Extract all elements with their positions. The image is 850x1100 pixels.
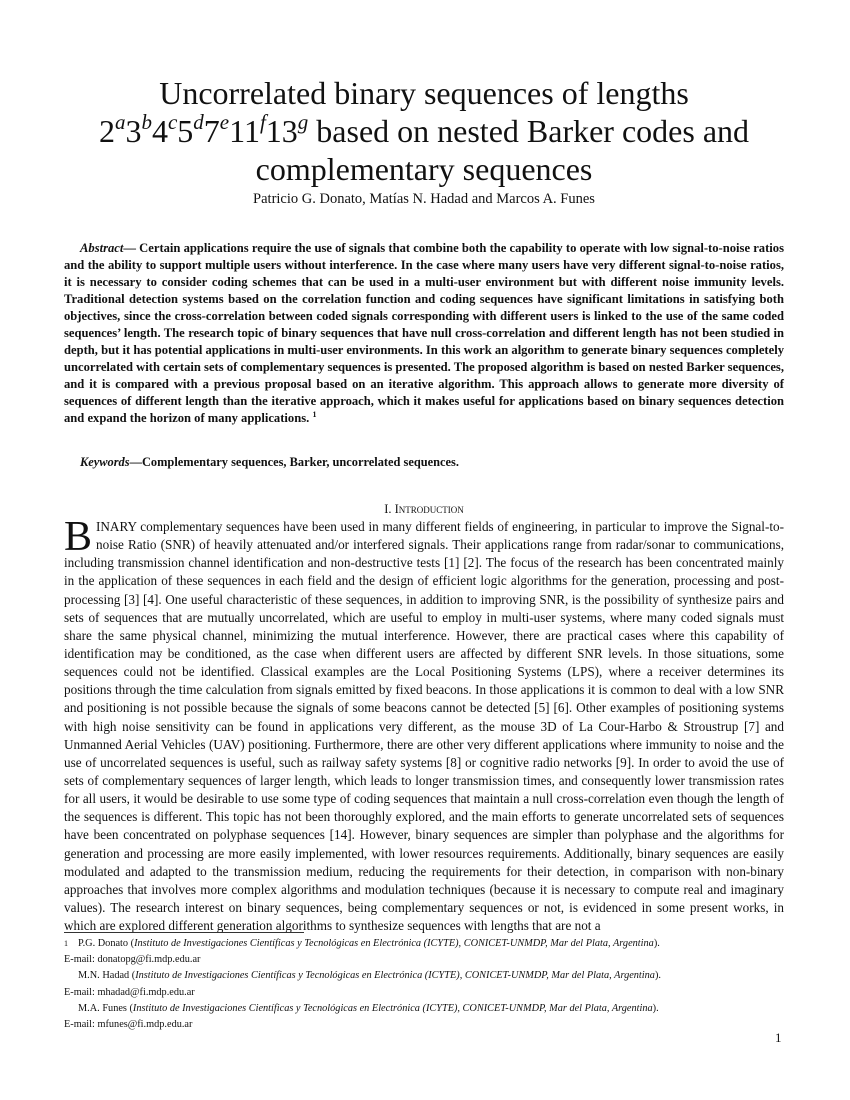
keywords-label: Keywords (80, 455, 130, 469)
introduction-text: INARY complementary sequences have been used in many different fields of engineering, in particular to improve the Signal-to-noise Ratio (SNR) of heavily attenuated and/or interfered signals. Their applications range from radar/sonar to communications, including transmission channel identification and non-destructive tests [1] [2]. The focus of the research has been concentrated mainly in the application of these sequences in each field and the design of efficient logic algorithms for the generation, processing and post-processing [3] [4]. One useful characteristic of these sequences, in addition to improving SNR, is the possibility of synthesize pairs and sets of sequences that are mutually uncorrelated, which are useful to employ in multi-user systems, where many coded signals must share the same physical channel, minimizing the mutual interference. However, there are practical cases where this capability of identification may be conditioned, as the case when different users are affected by different SNR levels. In those situations, some sequences could not be identified. Classical examples are the Local Positioning Systems (LPS), where a receiver determines its positions through the time calculation from signals emitted by fixed beacons. In those applications it is common to deal with a low SNR and positioning is not possible because the signals of some beacons cannot be detected [5] [6]. Other examples of positioning systems with high noise sensitivity can be found in applications very different, as the mouse 3D of La Cour-Harbo & Stroustrup [7] and Unmanned Aerial Vehicles (UAV) positioning. Furthermore, there are other very different applications where immunity to noise and the use of uncorrelated sequences is useful, such as railway safety systems [8] or cognitive radio networks [9]. In order to avoid the use of sets of complementary sequences of larger length, which leads to longer transmission times, and consequently lower transmission rates for all users, it would be desirable to use some type of coding sequences that maintain a null cross-correlation even though the length of the sequences is different. This topic has not been thoroughly explored, and the main efforts to generate uncorrelated sets of sequences have been concentrated on polyphase sequences [14]. However, binary sequences are simpler than polyphase and the algorithms for generation and processing are more easily implemented, with lower resources requirements. Additionally, binary sequences are easily modulated and adapted to the transmission medium, reducing the requirements for their detection, in comparison with non-binary approaches that involves more complex algorithms and modulation techniques (because it is necessary to compute real and imaginary values). The research interest on binary sequences, being complementary sequences or not, is evidenced in some present works, in which are explored different generation algorithms to synthesize sequences with lengths that are not a (64, 519, 784, 934)
section-heading-introduction (64, 502, 784, 517)
drop-cap: B (64, 514, 93, 560)
footnote-affiliation: M.A. Funes (Instituto de Investigaciones Científicas y Tecnológicas en Electrónica (ICYTE), CONICET-UNMDP, Mar del Plata, Argentina). (78, 1002, 659, 1014)
abstract-text: Certain applications require the use of signals that combine both the capability to operate with low signal-to-noise ratios and the ability to support multiple users without interference. In the case where many users have very different signal-to-noise ratios, it is necessary to consider coding schemes that can be used in a multi-user environment but with different noise immunity levels. Traditional detection systems based on the correlation function and coding sequences have significant limitations in satisfying both objectives, since the cross-correlation between coded signals corresponding with different users is linked to the use of the same coded sequences’ length. The research topic of binary sequences that have null cross-correlation and different length has not been studied in depth, but it has potential applications in multi-user environments. In this work an algorithm to generate binary sequences completely uncorrelated with certain sets of complementary sequences is presented. The proposed algorithm is based on nested Barker sequences, and it is compared with a previous proposal based on an iterative algorithm. This approach allows to generate more diversity of sequences of different length than the iterative approach, which it makes useful for applications based on binary sequences detection and expand the horizon of many applications. (64, 241, 784, 425)
title-term: 7e (203, 110, 230, 149)
title-line-1: Uncorrelated binary sequences of lengths (159, 75, 689, 111)
abstract-label: Abstract (80, 241, 124, 255)
footnote-email: E-mail: mhadad@fi.mdp.edu.ar (64, 986, 195, 998)
footnote-divider (64, 932, 304, 933)
abstract (64, 240, 784, 426)
abstract-footnote-mark: 1 (312, 409, 317, 419)
introduction-paragraph (64, 514, 784, 935)
page-number: 1 (775, 1030, 782, 1045)
abstract-dash: — (123, 241, 136, 255)
title-term: 5$^d$ (177, 110, 204, 149)
title-line-3: complementary sequences (255, 151, 593, 187)
title-line-2 (64, 112, 784, 150)
footnote-email: E-mail: mfunes@fi.mdp.edu.ar (64, 1019, 193, 1031)
title-term: 2$^a$ (98, 110, 126, 149)
paper-title (64, 74, 784, 188)
section-title: Introduction (394, 502, 464, 516)
footnote-affiliation: 1 P.G. Donato (Instituto de Investigaciones Científicas y Tecnológicas en Electrónica (ICYTE), CONICET-UNMDP, Mar del Plata, Argentina). (64, 936, 784, 952)
footnote-affiliation: M.N. Hadad (Instituto de Investigaciones Científicas y Tecnológicas en Electrónica (ICYTE), CONICET-UNMDP, Mar del Plata, Argentina). (78, 970, 661, 982)
section-number: I. (384, 502, 392, 516)
title-term: 4$^c$ (151, 110, 178, 149)
keywords-text: —Complementary sequences, Barker, uncorrelated sequences. (129, 455, 459, 469)
title-term: 11$^f$ (229, 110, 266, 149)
footnote-email: E-mail: donatopg@fi.mdp.edu.ar (64, 954, 201, 966)
title-line-2-rest: based on nested Barker codes and (308, 113, 750, 149)
title-term: 3$^b$ (125, 110, 152, 149)
title-term: 13$^g$ (265, 110, 309, 149)
paper-page (64, 0, 784, 1100)
footnote-mark: 1 (64, 939, 68, 948)
keywords (80, 455, 459, 470)
author-list: Patricio G. Donato, Matías N. Hadad and Marcos A. Funes (253, 191, 595, 207)
footnotes (64, 936, 784, 1033)
